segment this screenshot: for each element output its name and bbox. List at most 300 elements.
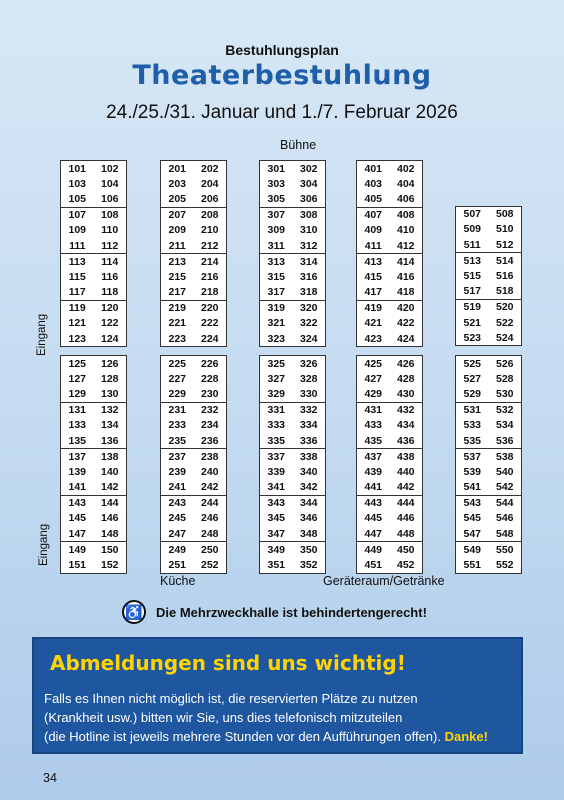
seat-number: 508 xyxy=(495,208,514,221)
seat-row xyxy=(161,316,226,331)
seat-number: 526 xyxy=(495,357,514,370)
seat-number: 419 xyxy=(364,302,383,315)
seat-row xyxy=(161,449,226,464)
seat-number: 344 xyxy=(299,497,318,510)
cancellation-notice xyxy=(32,637,523,754)
seat-number: 334 xyxy=(299,419,318,432)
seat-number: 420 xyxy=(396,302,415,315)
performance-dates: 24./25./31. Januar und 1./7. Februar 2026 xyxy=(106,102,458,123)
seat-number: 152 xyxy=(100,559,119,572)
seat-number: 150 xyxy=(100,543,119,556)
seat-number: 523 xyxy=(463,331,482,344)
seat-number: 351 xyxy=(267,559,286,572)
seat-number: 414 xyxy=(396,255,415,268)
seat-number: 144 xyxy=(100,497,119,510)
seat-number: 229 xyxy=(168,387,187,400)
seat-row xyxy=(61,176,126,191)
seat-number: 129 xyxy=(68,387,87,400)
seat-number: 433 xyxy=(364,419,383,432)
seat-row xyxy=(161,418,226,433)
seat-row xyxy=(260,526,325,542)
seat-row xyxy=(61,496,126,511)
seat-row xyxy=(61,208,126,223)
seat-number: 241 xyxy=(168,481,187,494)
seat-number: 431 xyxy=(364,404,383,417)
seat-number: 450 xyxy=(396,543,415,556)
seat-number: 318 xyxy=(299,286,318,299)
seat-number: 338 xyxy=(299,450,318,463)
seat-number: 335 xyxy=(267,434,286,447)
seat-row xyxy=(61,331,126,346)
seat-number: 313 xyxy=(267,255,286,268)
seat-number: 110 xyxy=(101,224,119,237)
seat-number: 513 xyxy=(463,254,482,267)
seat-number: 135 xyxy=(68,434,87,447)
seat-number: 133 xyxy=(68,419,87,432)
seat-number: 227 xyxy=(168,372,187,385)
seat-block xyxy=(259,160,326,347)
seat-row xyxy=(161,238,226,254)
seat-number: 301 xyxy=(267,162,286,175)
seat-row xyxy=(357,176,422,191)
seat-number: 219 xyxy=(168,302,187,315)
seat-block xyxy=(356,160,423,347)
seat-row xyxy=(456,403,521,418)
seat-number: 252 xyxy=(200,559,219,572)
seat-number: 126 xyxy=(100,357,119,370)
seat-row xyxy=(260,208,325,223)
seat-number: 240 xyxy=(200,465,219,478)
seat-number: 317 xyxy=(267,286,286,299)
seat-row xyxy=(456,207,521,222)
seat-number: 249 xyxy=(168,543,187,556)
notice-title: Abmeldungen sind uns wichtig! xyxy=(50,651,406,675)
seat-number: 235 xyxy=(168,434,187,447)
seat-row xyxy=(161,526,226,542)
seat-row xyxy=(161,208,226,223)
seat-number: 234 xyxy=(200,419,219,432)
seat-number: 511 xyxy=(463,238,481,251)
seat-number: 548 xyxy=(495,527,514,540)
seat-number: 550 xyxy=(495,543,514,556)
seat-row xyxy=(357,269,422,284)
seat-number: 547 xyxy=(463,527,482,540)
seat-row xyxy=(61,371,126,386)
seat-number: 404 xyxy=(396,177,415,190)
seat-number: 222 xyxy=(200,317,219,330)
seat-number: 309 xyxy=(267,224,286,237)
seat-row xyxy=(260,331,325,346)
seat-row xyxy=(61,223,126,238)
seat-row xyxy=(161,269,226,284)
seat-row xyxy=(161,371,226,386)
seat-row xyxy=(357,223,422,238)
seat-number: 531 xyxy=(463,404,482,417)
seat-block xyxy=(259,355,326,574)
seat-number: 435 xyxy=(364,434,383,447)
seat-number: 238 xyxy=(200,450,219,463)
seat-number: 336 xyxy=(299,434,318,447)
seat-number: 141 xyxy=(68,481,87,494)
seat-row xyxy=(61,557,126,572)
seat-number: 319 xyxy=(267,302,286,315)
seat-number: 328 xyxy=(299,372,318,385)
seat-number: 205 xyxy=(168,192,187,205)
seat-row xyxy=(456,386,521,402)
seat-number: 246 xyxy=(200,512,219,525)
seat-number: 122 xyxy=(100,317,119,330)
seat-row xyxy=(456,315,521,330)
seat-row xyxy=(357,496,422,511)
seat-number: 147 xyxy=(68,527,87,540)
accessibility-text: Die Mehrzweckhalle ist behindertengerecht! xyxy=(156,604,427,620)
seat-number: 528 xyxy=(495,372,514,385)
seat-number: 226 xyxy=(200,357,219,370)
seat-number: 111 xyxy=(69,239,86,252)
seat-row xyxy=(260,433,325,449)
seat-number: 527 xyxy=(463,372,482,385)
seat-number: 349 xyxy=(267,543,286,556)
seat-number: 536 xyxy=(495,434,514,447)
seat-number: 106 xyxy=(100,192,119,205)
seat-number: 210 xyxy=(200,224,219,237)
seat-row xyxy=(456,480,521,496)
seat-number: 327 xyxy=(267,372,286,385)
seat-number: 352 xyxy=(299,559,318,572)
seat-row xyxy=(456,371,521,386)
accessibility-note xyxy=(122,600,427,624)
seat-number: 117 xyxy=(68,286,86,299)
seat-number: 245 xyxy=(168,512,187,525)
seat-number: 120 xyxy=(100,302,119,315)
seat-row xyxy=(456,330,521,345)
seat-number: 218 xyxy=(200,286,219,299)
seat-number: 522 xyxy=(495,316,514,329)
seat-number: 326 xyxy=(299,357,318,370)
seat-row xyxy=(61,480,126,496)
seat-number: 538 xyxy=(495,450,514,463)
seat-row xyxy=(161,331,226,346)
seat-number: 203 xyxy=(168,177,187,190)
seat-number: 230 xyxy=(200,387,219,400)
seat-number: 541 xyxy=(463,481,482,494)
seat-number: 220 xyxy=(200,302,219,315)
seat-number: 221 xyxy=(168,317,187,330)
seat-number: 341 xyxy=(267,481,286,494)
seat-number: 116 xyxy=(101,270,119,283)
seat-row xyxy=(61,191,126,207)
seat-number: 350 xyxy=(299,543,318,556)
seat-number: 346 xyxy=(299,512,318,525)
seat-number: 543 xyxy=(463,497,482,510)
seat-number: 439 xyxy=(364,465,383,478)
seat-row xyxy=(357,316,422,331)
storage-label: Geräteraum/Getränke xyxy=(323,574,445,588)
seat-number: 102 xyxy=(100,162,119,175)
seat-number: 521 xyxy=(463,316,482,329)
seat-row xyxy=(260,371,325,386)
seat-row xyxy=(456,449,521,464)
notice-line-1: Falls es Ihnen nicht möglich ist, die reservierten Plätze zu nutzen xyxy=(44,691,418,706)
seat-number: 305 xyxy=(267,192,286,205)
kitchen-label: Küche xyxy=(160,574,196,588)
seat-row xyxy=(456,433,521,449)
seat-number: 409 xyxy=(364,224,383,237)
seat-number: 118 xyxy=(101,286,119,299)
seat-number: 101 xyxy=(68,162,87,175)
seat-row xyxy=(260,464,325,479)
notice-thanks: Danke! xyxy=(444,729,488,744)
seat-number: 342 xyxy=(299,481,318,494)
seat-number: 428 xyxy=(396,372,415,385)
seat-row xyxy=(357,331,422,346)
seat-number: 535 xyxy=(463,434,482,447)
seat-row xyxy=(260,301,325,316)
seat-number: 529 xyxy=(463,387,482,400)
seat-row xyxy=(161,223,226,238)
seat-number: 421 xyxy=(364,317,383,330)
seat-number: 125 xyxy=(68,357,87,370)
plan-subtitle: Bestuhlungsplan xyxy=(225,42,339,58)
seat-number: 325 xyxy=(267,357,286,370)
seat-number: 520 xyxy=(495,301,514,314)
seat-number: 405 xyxy=(364,192,383,205)
seat-number: 322 xyxy=(299,317,318,330)
seat-number: 209 xyxy=(168,224,187,237)
seat-number: 512 xyxy=(495,238,514,251)
seat-number: 149 xyxy=(68,543,87,556)
seat-number: 223 xyxy=(168,332,187,345)
seat-number: 124 xyxy=(100,332,119,345)
seat-number: 316 xyxy=(299,270,318,283)
seat-row xyxy=(260,557,325,572)
seat-row xyxy=(260,542,325,557)
seat-number: 315 xyxy=(267,270,286,283)
seat-number: 337 xyxy=(267,450,286,463)
seat-number: 310 xyxy=(299,224,318,237)
seat-number: 539 xyxy=(463,465,482,478)
wheelchair-icon: ♿ xyxy=(122,600,146,624)
seat-number: 108 xyxy=(100,209,119,222)
seat-number: 139 xyxy=(68,465,87,478)
seat-number: 449 xyxy=(364,543,383,556)
seat-row xyxy=(260,254,325,269)
seat-number: 426 xyxy=(396,357,415,370)
seat-number: 329 xyxy=(267,387,286,400)
seat-row xyxy=(357,433,422,449)
seat-number: 437 xyxy=(364,450,383,463)
seat-number: 516 xyxy=(495,269,514,282)
seat-row xyxy=(61,433,126,449)
seat-number: 304 xyxy=(299,177,318,190)
seat-number: 519 xyxy=(463,301,482,314)
seat-number: 411 xyxy=(364,239,382,252)
seat-number: 233 xyxy=(168,419,187,432)
seat-number: 417 xyxy=(364,286,383,299)
seat-block xyxy=(160,355,227,574)
seat-number: 324 xyxy=(299,332,318,345)
seat-number: 142 xyxy=(100,481,119,494)
seat-number: 406 xyxy=(396,192,415,205)
seat-number: 509 xyxy=(463,223,482,236)
seat-block xyxy=(60,355,127,574)
seat-row xyxy=(357,511,422,526)
seat-number: 236 xyxy=(200,434,219,447)
seat-row xyxy=(260,161,325,176)
seat-row xyxy=(260,356,325,371)
seat-number: 112 xyxy=(101,239,119,252)
seat-number: 231 xyxy=(168,404,187,417)
seat-number: 217 xyxy=(168,286,187,299)
seat-number: 537 xyxy=(463,450,482,463)
seat-number: 517 xyxy=(463,285,482,298)
seat-number: 103 xyxy=(68,177,87,190)
seat-number: 323 xyxy=(267,332,286,345)
seat-number: 206 xyxy=(200,192,219,205)
seat-number: 443 xyxy=(364,497,383,510)
seat-number: 250 xyxy=(200,543,219,556)
seat-number: 438 xyxy=(396,450,415,463)
seat-number: 442 xyxy=(396,481,415,494)
seat-row xyxy=(357,301,422,316)
seat-row xyxy=(456,268,521,283)
seat-row xyxy=(61,254,126,269)
seat-number: 232 xyxy=(200,404,219,417)
seat-number: 244 xyxy=(200,497,219,510)
seat-row xyxy=(161,557,226,572)
seat-number: 306 xyxy=(299,192,318,205)
seat-number: 451 xyxy=(364,559,383,572)
seat-number: 422 xyxy=(396,317,415,330)
seat-number: 211 xyxy=(168,239,186,252)
seat-number: 121 xyxy=(68,317,87,330)
seat-row xyxy=(357,161,422,176)
seat-number: 311 xyxy=(267,239,285,252)
seat-number: 515 xyxy=(463,269,482,282)
seat-row xyxy=(161,511,226,526)
seat-number: 552 xyxy=(495,559,514,572)
seat-row xyxy=(61,418,126,433)
seat-row xyxy=(456,237,521,253)
seat-number: 412 xyxy=(396,239,415,252)
seat-row xyxy=(161,480,226,496)
seat-number: 151 xyxy=(68,559,87,572)
seat-number: 224 xyxy=(200,332,219,345)
seat-number: 248 xyxy=(200,527,219,540)
seat-row xyxy=(357,464,422,479)
seat-number: 446 xyxy=(396,512,415,525)
seat-row xyxy=(357,542,422,557)
seat-row xyxy=(161,433,226,449)
seat-number: 148 xyxy=(100,527,119,540)
seat-number: 130 xyxy=(100,387,119,400)
seat-row xyxy=(357,285,422,301)
seat-row xyxy=(161,403,226,418)
seat-number: 425 xyxy=(364,357,383,370)
seat-number: 401 xyxy=(364,162,383,175)
seat-number: 307 xyxy=(267,209,286,222)
seat-row xyxy=(456,300,521,315)
notice-text xyxy=(44,689,519,746)
seat-row xyxy=(456,526,521,542)
seat-number: 146 xyxy=(100,512,119,525)
seat-row xyxy=(61,526,126,542)
seat-number: 416 xyxy=(396,270,415,283)
seat-row xyxy=(456,418,521,433)
notice-line-3 xyxy=(44,727,519,746)
seat-block xyxy=(60,160,127,347)
seat-row xyxy=(456,253,521,268)
seat-row xyxy=(357,449,422,464)
seat-row xyxy=(61,542,126,557)
seat-number: 407 xyxy=(364,209,383,222)
seat-number: 128 xyxy=(100,372,119,385)
seat-number: 115 xyxy=(68,270,86,283)
seat-block xyxy=(356,355,423,574)
seat-number: 202 xyxy=(200,162,219,175)
seat-number: 119 xyxy=(68,302,86,315)
seat-row xyxy=(61,161,126,176)
seat-number: 216 xyxy=(200,270,219,283)
seat-number: 430 xyxy=(396,387,415,400)
seat-number: 247 xyxy=(168,527,187,540)
seat-row xyxy=(260,480,325,496)
seat-number: 123 xyxy=(68,332,87,345)
seat-number: 518 xyxy=(495,285,514,298)
seat-number: 427 xyxy=(364,372,383,385)
seat-number: 532 xyxy=(495,404,514,417)
seat-block xyxy=(455,355,522,574)
seat-number: 445 xyxy=(364,512,383,525)
seat-number: 109 xyxy=(68,224,87,237)
seat-number: 214 xyxy=(200,255,219,268)
seat-row xyxy=(357,238,422,254)
page-title: Theaterbestuhlung xyxy=(132,60,432,91)
seat-row xyxy=(161,301,226,316)
seat-row xyxy=(456,222,521,237)
seat-number: 213 xyxy=(168,255,187,268)
seat-row xyxy=(260,316,325,331)
seat-row xyxy=(260,285,325,301)
seat-row xyxy=(357,191,422,207)
seat-number: 131 xyxy=(68,404,87,417)
seat-number: 444 xyxy=(396,497,415,510)
notice-line-3-text: (die Hotline ist jeweils mehrere Stunden vor den Aufführungen offen). xyxy=(44,729,441,744)
seat-number: 208 xyxy=(200,209,219,222)
seat-number: 345 xyxy=(267,512,286,525)
seat-number: 452 xyxy=(396,559,415,572)
seat-row xyxy=(161,542,226,557)
seat-row xyxy=(260,496,325,511)
seat-number: 320 xyxy=(299,302,318,315)
seat-number: 104 xyxy=(100,177,119,190)
seat-number: 132 xyxy=(100,404,119,417)
seat-row xyxy=(456,356,521,371)
seat-number: 440 xyxy=(396,465,415,478)
seat-row xyxy=(161,254,226,269)
seat-number: 330 xyxy=(299,387,318,400)
seat-number: 228 xyxy=(200,372,219,385)
seat-row xyxy=(456,557,521,572)
seat-row xyxy=(357,557,422,572)
seat-number: 204 xyxy=(200,177,219,190)
seat-row xyxy=(260,386,325,402)
seat-number: 137 xyxy=(68,450,87,463)
seat-number: 423 xyxy=(364,332,383,345)
seat-number: 403 xyxy=(364,177,383,190)
seat-row xyxy=(61,511,126,526)
seat-number: 127 xyxy=(68,372,87,385)
